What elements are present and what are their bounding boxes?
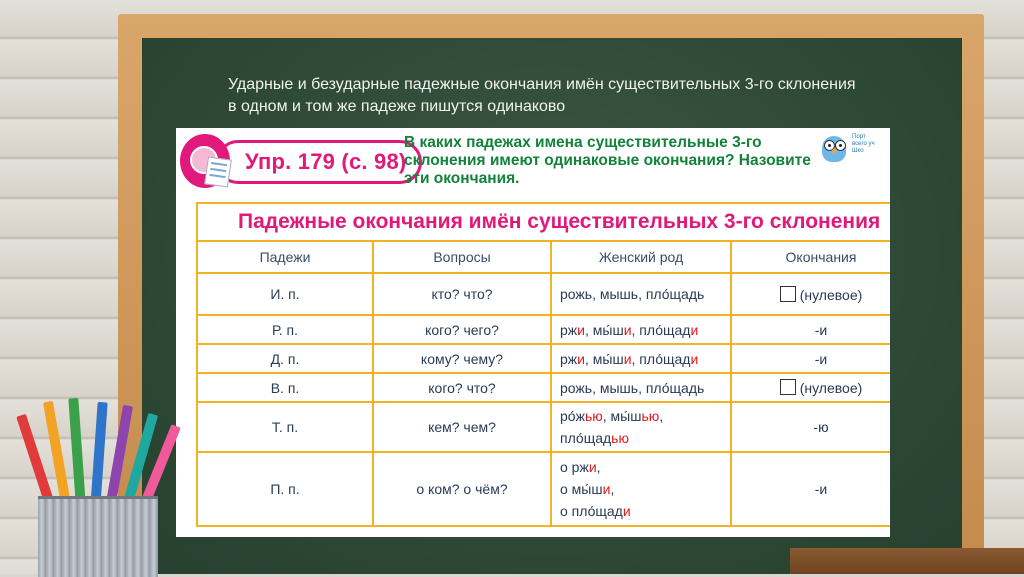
nouns-cell: ржи, мы́ши, пло́щади (551, 315, 731, 344)
clock-icon (180, 134, 230, 188)
table-row (197, 402, 890, 452)
header-questions: Вопросы (373, 241, 551, 273)
table-title: Падежные окончания имён существительных 3-го склонения (238, 210, 881, 233)
question-cell: о ком? о чём? (373, 452, 551, 526)
ending-cell: -ю (731, 402, 890, 452)
worksheet-icon (204, 156, 232, 187)
slide-heading: Ударные и безударные падежные окончания имён существительных 3-го склонения в одном и том же падеже пишутся одинаково (228, 76, 856, 115)
case-cell: Д. п. (197, 344, 373, 373)
null-ending-box-icon (780, 286, 796, 302)
question-cell: кому? чему? (373, 344, 551, 373)
table-row (197, 315, 890, 344)
exercise-card (176, 128, 890, 537)
case-cell: Т. п. (197, 402, 373, 452)
case-cell: В. п. (197, 373, 373, 402)
nouns-cell: ржи, мы́ши, пло́щади (551, 344, 731, 373)
ending-cell: -и (731, 344, 890, 373)
nouns-cell: рожь, мышь, пло́щадь (551, 273, 731, 315)
header-endings: Окончания (731, 241, 890, 273)
ending-cell: (нулевое) (731, 273, 890, 315)
table-row (197, 273, 890, 315)
table-title-row (196, 202, 890, 242)
task-text: В каких падежах имена существительные 3-го склонения имеют одинаковые окончания? Назовите эти окончания. (404, 134, 811, 187)
endings-table (196, 202, 890, 528)
case-cell: Р. п. (197, 315, 373, 344)
exercise-pill (216, 140, 422, 184)
question-cell: кто? что? (373, 273, 551, 315)
exercise-label: Упр. 179 (с. 98) (245, 149, 407, 174)
null-ending-box-icon (780, 379, 796, 395)
ending-cell: -и (731, 315, 890, 344)
question-cell: кем? чем? (373, 402, 551, 452)
question-cell: кого? чего? (373, 315, 551, 344)
exercise-banner (176, 128, 890, 194)
table-header-row (197, 241, 890, 273)
nouns-cell: рожь, мышь, пло́щадь (551, 373, 731, 402)
pencil-cup (38, 496, 158, 577)
endings-grid (196, 240, 890, 527)
table-row (197, 344, 890, 373)
question-cell: кого? что? (373, 373, 551, 402)
owl-logo-icon (820, 130, 848, 162)
logo-text: Порт всего уч Шко (852, 134, 875, 154)
chalk-ledge (790, 548, 1024, 574)
ending-cell: (нулевое) (731, 373, 890, 402)
nouns-cell: ро́жью, мы́шью, пло́щадью (551, 402, 731, 452)
ending-cell: -и (731, 452, 890, 526)
case-cell: И. п. (197, 273, 373, 315)
header-feminine: Женский род (551, 241, 731, 273)
nouns-cell: о ржи, о мы́ши, о пло́щади (551, 452, 731, 526)
header-cases: Падежи (197, 241, 373, 273)
table-row (197, 452, 890, 526)
case-cell: П. п. (197, 452, 373, 526)
table-row (197, 373, 890, 402)
